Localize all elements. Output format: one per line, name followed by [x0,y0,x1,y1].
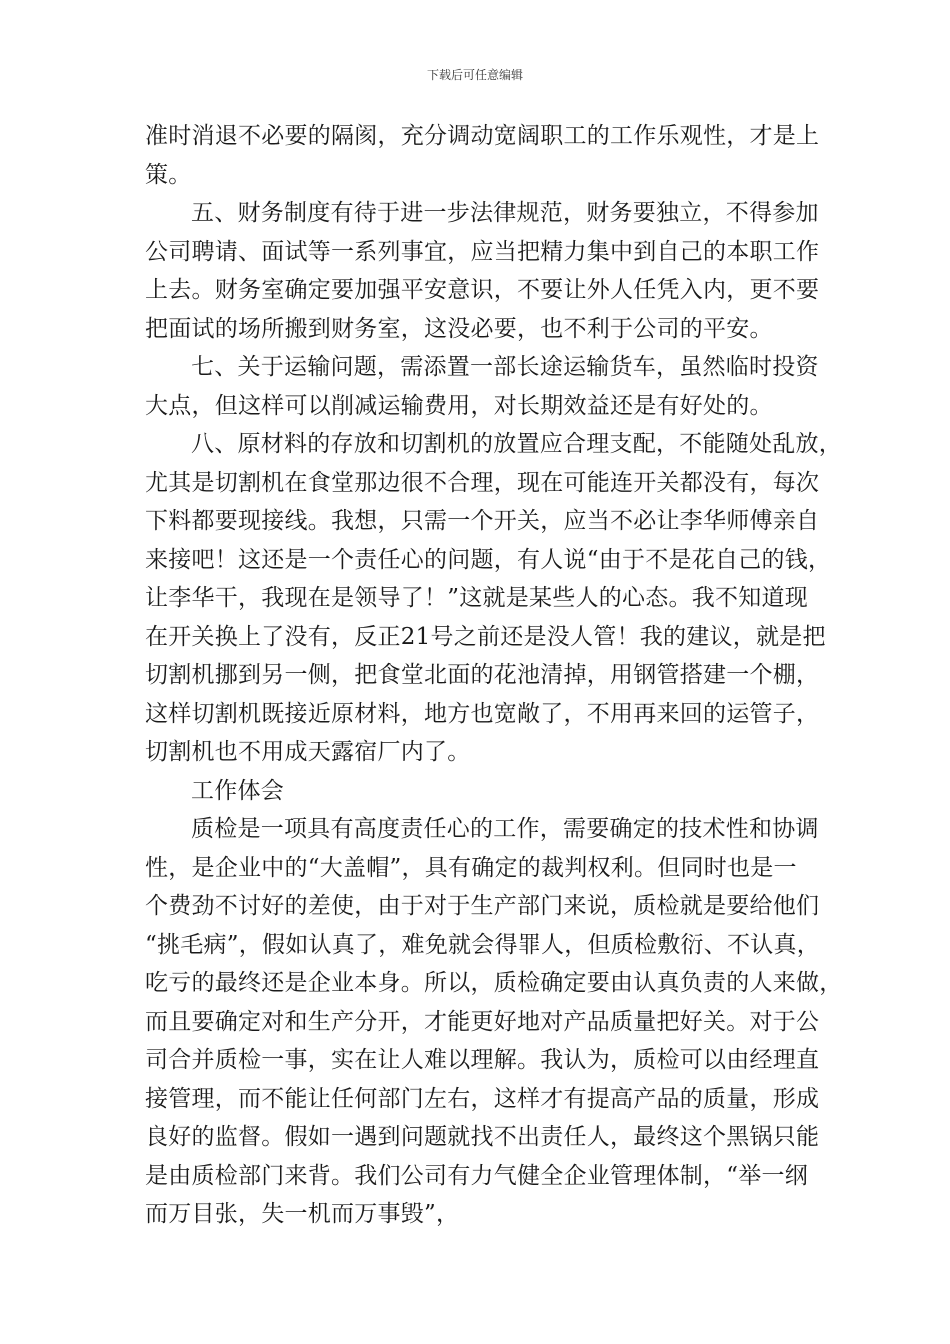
header-note: 下载后可任意编辑 [426,68,523,82]
text-line: 在开关换上了没有，反正21号之前还是没人管！我的建议，就是把 [145,623,826,650]
text-line: 司合并质检一事，实在让人难以理解。我认为，质检可以由经理直 [145,1047,820,1073]
body-text [145,117,843,1234]
text-line: 尤其是切割机在食堂那边很不合理，现在可能连开关都没有，每次 [145,469,820,496]
text-line: 切割机挪到另一侧，把食堂北面的花池清掉，用钢管搭建一个棚， [145,662,820,688]
text-line: 准时消退不必要的隔阂，充分调动宽阔职工的工作乐观性，才是上 [145,123,820,149]
text-line: 上去。财务室确定要加强平安意识，不要让外人任凭入内，更不要 [145,277,820,303]
text-line: 来接吧！这还是一个责任心的问题，有人说“由于不是花自己的钱， [145,546,832,573]
text-line: 良好的监督。假如一遇到问题就找不出责任人，最终这个黑锅只能 [145,1124,820,1150]
text-line: 八、原材料的存放和切割机的放置应合理支配，不能随处乱放， [191,431,842,457]
text-line: 下料都要现接线。我想，只需一个开关，应当不必让李华师傅亲自 [145,508,820,534]
text-line: 质检是一项具有高度责任心的工作，需要确定的技术性和协调 [191,816,819,842]
text-line: 而且要确定对和生产分开，才能更好地对产品质量把好关。对于公 [145,1008,820,1035]
text-line: 个费劲不讨好的差使，由于对于生产部门来说，质检就是要给他们 [145,893,820,919]
text-line: 公司聘请、面试等一系列事宜，应当把精力集中到自己的本职工作 [145,238,820,265]
text-line: 是由质检部门来背。我们公司有力气健全企业管理体制，“举一纲 [145,1162,809,1189]
text-line: 七、关于运输问题，需添置一部长途运输货车，虽然临时投资 [191,354,819,380]
text-line: “挑毛病”，假如认真了，难免就会得罪人，但质检敷衍、不认真， [145,931,821,958]
section-heading: 工作体会 [191,777,284,804]
text-line: 切割机也不用成天露宿厂内了。 [145,739,471,765]
text-line: 性，是企业中的“大盖帽”，具有确定的裁判权利。但同时也是一 [145,854,797,881]
text-line: 让李华干，我现在是领导了！”这就是某些人的心态。我不知道现 [145,585,809,611]
text-line: 这样切割机既接近原材料，地方也宽敞了，不用再来回的运管子， [145,700,820,727]
text-line: 接管理，而不能让任何部门左右，这样才有提高产品的质量，形成 [145,1085,820,1112]
text-line: 大点，但这样可以削减运输费用，对长期效益还是有好处的。 [145,392,773,419]
text-line: 策。 [145,161,192,188]
text-line: 而万目张，失一机而万事毁”， [145,1201,460,1227]
text-line: 五、财务制度有待于进一步法律规范，财务要独立，不得参加 [191,200,819,226]
text-line: 把面试的场所搬到财务室，这没必要，也不利于公司的平安。 [145,315,773,342]
text-line: 吃亏的最终还是企业本身。所以，质检确定要由认真负责的人来做， [145,970,843,996]
